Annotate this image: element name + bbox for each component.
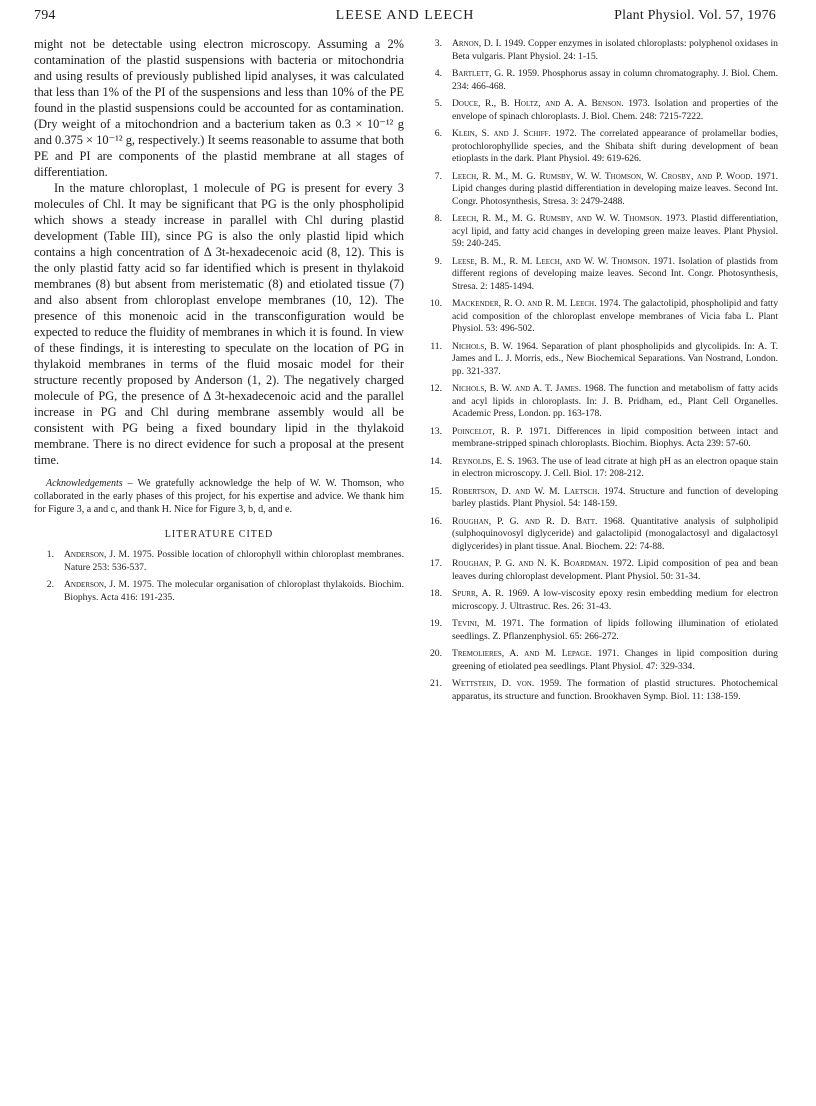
reference-details: 1971. Isolation of plastids from different regions of developing maize leaves. Second Int. Congr. Photosynthesis, Stresa. 2: 1485-1494.: [452, 255, 778, 292]
reference-number: 2.: [46, 579, 54, 590]
reference-number: 14.: [430, 455, 442, 467]
reference-number: 12.: [430, 383, 442, 394]
body-paragraph-1: might not be detectable using electron microscopy. Assuming a 2% contamination of the plastid suspensions with bacteria or mitochondria and using results of previously published lipid analyses, it was calculated that less than 1% of the PI of the suspensions and less than 10% of the PE found in the plastid suspensions could be accounted for as contamination. (Dry weight of a mitochondrion and a bacterium taken as 0.3 × 10⁻¹² g and 0.375 × 10⁻¹² g, respectively.) It seems reasonable to assume that both PE and PI are components of the plastid membrane at all stages of differentiation.: [34, 37, 404, 179]
literature-cited-heading: LITERATURE CITED: [164, 529, 274, 540]
reference-number: 7.: [434, 170, 442, 182]
reference-number: 16.: [430, 515, 442, 527]
reference-authors: Roughan, P. G. and R. D. Batt.: [452, 515, 598, 527]
body-paragraph-2: In the mature chloroplast, 1 molecule of PG is present for every 3 molecules of Chl. It may be significant that PG is the only phospholipid which shows a steady increase in parallel with Chl during plastid development (Table III), since PG is also the only plastid lipid which contains a high concentration of Δ 3t-hexadecenoic acid (8, 12). This is the only plastid fatty acid so far identified which is present in thylakoid membranes (8) but absent from meristematic (8) and etiolated tissue (7) and also absent from chloroplast envelope membranes (10, 12). The presence of this monenoic acid in the transconfiguration would be expected to reduce the fluidity of membranes in which it is found. In view of these findings, it is interesting to speculate on the location of PG in thylakoid membranes in terms of the fluid mosaic model for their structure recently proposed by Anderson (1, 2). The negatively charged molecule of PG, the presence of Δ 3t-hexadecenoic acid and the parallel increase in PG and Chl during membrane assembly would all be consistent with PG being a fixed boundary lipid in the thylakoid membrane. There is no direct evidence for such a proposal at the present time.: [34, 181, 404, 467]
reference-number: 1.: [46, 549, 54, 560]
reference-number: 18.: [430, 588, 442, 599]
reference-authors: Leech, R. M., M. G. Rumsby, W. W. Thomson, W. Crosby, and P. Wood.: [452, 170, 753, 182]
left-column: [34, 36, 404, 609]
reference-authors: Douce, R., B. Holtz, and A. A. Benson.: [452, 98, 624, 109]
reference-authors: Leese, B. M., R. M. Leech, and W. W. Thomson.: [452, 255, 651, 267]
reference-details: 1975. Possible location of chlorophyll within chloroplast membranes. Nature 253: 536-537.: [64, 549, 404, 573]
reference-details: 1974. The galactolipid, phospholipid and fatty acid composition of the chloroplast envelope membranes of Vicia faba L. Plant Physiol. 53: 496-502.: [452, 298, 778, 334]
reference-authors: Nichols, B. W.: [452, 340, 513, 352]
running-header: [34, 8, 776, 30]
reference-details: 1968. The function and metabolism of fatty acids and acyl lipids in chloroplasts. In: J. B. Pridham, ed., Plant Cell Organelles. Academic Press, London. pp. 163-178.: [452, 383, 779, 419]
acknowledgements-lead: Acknowledgements: [46, 478, 123, 489]
reference-item: [422, 588, 778, 613]
reference-list-left: [34, 549, 404, 604]
reference-item: [422, 648, 778, 673]
reference-number: 20.: [430, 648, 442, 659]
reference-item: [422, 98, 778, 123]
reference-details: 1968. Quantitative analysis of sulpholipid (sulphoquinovosyl diglyceride) and galactolipid (monogalactosyl and digalactosyl diglycerides) in plant tissue. Anal. Biochem. 22: 74-88.: [452, 515, 779, 552]
reference-details: 1973. Isolation and properties of the envelope of spinach chloroplasts. J. Biol. Chem. 248: 7215-7222.: [452, 98, 779, 122]
reference-number: 13.: [430, 425, 442, 437]
reference-number: 5.: [434, 98, 442, 109]
reference-details: 1971. The formation of lipids following illumination of etiolated seedlings. Z. Pflanzenphysiol. 65: 266-272.: [452, 618, 778, 642]
reference-details: 1971. Changes in lipid composition during greening of etiolated pea seedlings. Plant Physiol. 47: 329-334.: [452, 648, 778, 672]
reference-details: 1971. Differences in lipid composition between intact and membrane-stripped spinach chloroplasts. Biochim. Biophys. Acta 239: 57-60.: [452, 425, 778, 449]
acknowledgements: [34, 477, 404, 516]
reference-details: 1959. The formation of plastid structures. Photochemical apparatus, its structure and function. Brookhaven Symp. Biol. 11: 138-159.: [452, 678, 778, 702]
reference-item: [422, 341, 778, 379]
reference-item: [422, 558, 778, 583]
reference-authors: Bartlett, G. R.: [452, 68, 516, 79]
reference-authors: Mackender, R. O. and R. M. Leech.: [452, 298, 597, 309]
acknowledgements-text: – We gratefully acknowledge the help of W. W. Thomson, who collaborated in the early phases of this project, for his expertise and advice. We thank him for Figure 3, a and c, and thank H. Nice for Figure 3, b, d, and e.: [34, 478, 404, 515]
reference-list-right: [422, 38, 778, 703]
reference-details: 1949. Copper enzymes in isolated chloroplasts: polyphenol oxidases in Beta vulgaris. Plant Physiol. 24: 1-15.: [452, 38, 778, 62]
reference-details: 1973. Plastid differentiation, acyl lipid, and fatty acid changes in developing green maize leaves. Plant Physiol. 59: 240-245.: [452, 213, 778, 249]
reference-authors: Anderson, J. M.: [64, 579, 130, 590]
reference-authors: Poincelot, R. P.: [452, 425, 523, 437]
reference-number: 19.: [430, 618, 442, 629]
reference-authors: Reynolds, E. S.: [452, 455, 515, 467]
reference-number: 10.: [430, 298, 442, 309]
reference-item: [422, 256, 778, 294]
reference-details: 1972. Lipid composition of pea and bean leaves during chloroplast development. Plant Physiol. 50: 31-34.: [452, 558, 778, 582]
reference-authors: Tremolieres, A. and M. Lepage.: [452, 648, 592, 659]
right-column: [422, 38, 778, 708]
journal-citation: Plant Physiol. Vol. 57, 1976: [614, 8, 776, 23]
reference-number: 6.: [434, 128, 442, 139]
reference-item: [422, 128, 778, 166]
reference-number: 21.: [430, 678, 442, 689]
reference-item: [422, 213, 778, 251]
reference-number: 4.: [434, 68, 442, 79]
reference-details: 1974. Structure and function of developing barley plastids. Plant Physiol. 54: 148-159.: [452, 485, 779, 509]
reference-details: 1963. The use of lead citrate at high pH as an electron opaque stain in electron microscopy. J. Cell. Biol. 17: 208-212.: [452, 455, 778, 479]
reference-authors: Tevini, M.: [452, 618, 497, 629]
reference-authors: Klein, S. and J. Schiff.: [452, 128, 551, 139]
reference-authors: Robertson, D. and W. M. Laetsch.: [452, 485, 600, 497]
reference-authors: Roughan, P. G. and N. K. Boardman.: [452, 558, 609, 569]
reference-item: [34, 579, 404, 604]
reference-number: 9.: [434, 255, 442, 267]
reference-authors: Anderson, J. M.: [64, 549, 130, 560]
reference-item: [422, 68, 778, 93]
reference-item: [422, 171, 778, 209]
page-number: 794: [34, 8, 56, 23]
reference-item: [422, 456, 778, 481]
reference-item: [34, 549, 404, 574]
reference-item: [422, 298, 778, 336]
reference-item: [422, 516, 778, 554]
reference-number: 3.: [434, 38, 442, 49]
reference-item: [422, 618, 778, 643]
reference-authors: Spurr, A. R.: [452, 588, 504, 599]
reference-item: [422, 426, 778, 451]
reference-item: [422, 678, 778, 703]
reference-authors: Leech, R. M., M. G. Rumsby, and W. W. Thomson.: [452, 213, 663, 224]
reference-details: 1975. The molecular organisation of chloroplast thylakoids. Biochim. Biophys. Acta 416: 191-235.: [64, 579, 404, 603]
running-head-authors: LEESE AND LEECH: [335, 8, 475, 23]
reference-authors: Wettstein, D. von.: [452, 678, 535, 689]
reference-item: [422, 486, 778, 511]
reference-number: 8.: [434, 213, 442, 224]
reference-authors: Arnon, D. I.: [452, 38, 502, 49]
reference-details: 1971. Lipid changes during plastid differentiation in developing maize leaves. Second Int. Congr. Photosynthesis, Stresa. 3: 2479-2488.: [452, 170, 779, 207]
reference-item: [422, 383, 778, 421]
reference-number: 17.: [430, 558, 442, 569]
reference-details: 1972. The correlated appearance of prolamellar bodies, protochlorophyllide species, and the Shibata shift during development of bean etioplasts in the dark. Plant Physiol. 49: 619-626.: [452, 128, 778, 164]
reference-item: [422, 38, 778, 63]
reference-number: 15.: [430, 485, 442, 497]
reference-details: 1959. Phosphorus assay in column chromatography. J. Biol. Chem. 234: 466-468.: [452, 68, 778, 92]
reference-number: 11.: [430, 340, 442, 352]
reference-authors: Nichols, B. W. and A. T. James.: [452, 383, 582, 394]
reference-details: 1964. Separation of plant phospholipids and glycolipids. In: A. T. James and L. J. Morris, eds., New Biochemical Separations. Van Nostrand, London. pp. 321-337.: [452, 340, 778, 377]
reference-details: 1969. A low-viscosity epoxy resin embedding medium for electron microscopy. J. Ultrastruc. Res. 26: 31-43.: [452, 588, 778, 612]
